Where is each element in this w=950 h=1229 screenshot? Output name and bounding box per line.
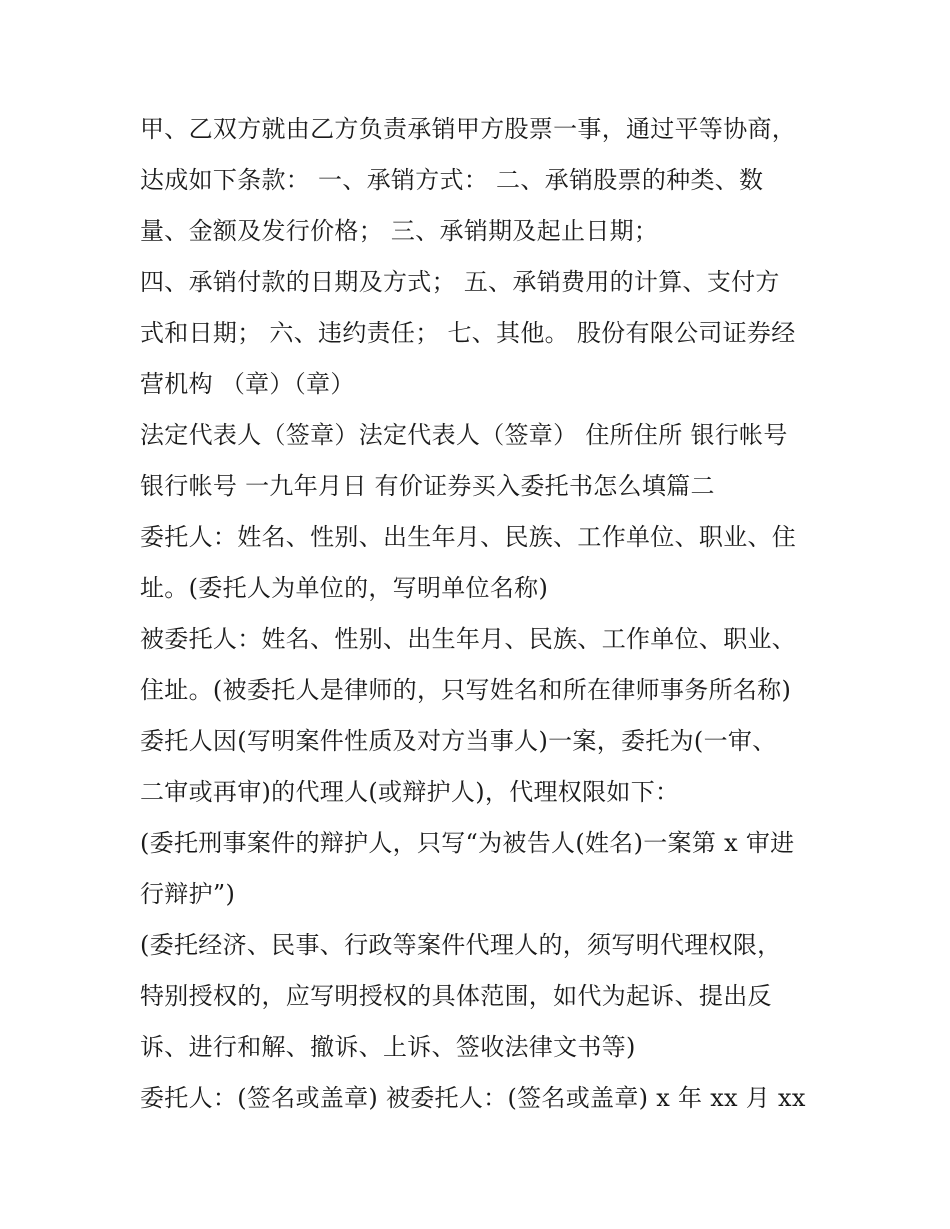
document-body xyxy=(140,104,820,1124)
text-line: 法定代表人（签章）法定代表人（签章） 住所住所 银行帐号 xyxy=(140,421,788,449)
text-line: 特别授权的，应写明授权的具体范围，如代为起诉、提出反 xyxy=(140,982,772,1010)
text-line: 委托人：姓名、性别、出生年月、民族、工作单位、职业、住 xyxy=(140,523,797,551)
text-line: 委托人因(写明案件性质及对方当事人)一案，委托为(一审、 xyxy=(140,727,777,755)
text-line: 址。(委托人为单位的，写明单位名称) xyxy=(140,574,549,602)
text-line: 银行帐号 一九年月日 有价证券买入委托书怎么填篇二 xyxy=(140,472,715,500)
text-line: (委托刑事案件的辩护人，只写“为被告人(姓名)一案第 x 审进 xyxy=(140,829,795,857)
text-line: 达成如下条款： 一、承销方式： 二、承销股票的种类、数 xyxy=(140,166,764,194)
text-line: 四、承销付款的日期及方式； 五、承销费用的计算、支付方 xyxy=(140,268,780,296)
text-line: 委托人：(签名或盖章) 被委托人：(签名或盖章) x 年 xx 月 xx xyxy=(140,1084,806,1112)
text-line: 二审或再审)的代理人(或辩护人)，代理权限如下： xyxy=(140,778,680,806)
text-line: 诉、进行和解、撤诉、上诉、签收法律文书等) xyxy=(140,1033,636,1061)
text-line: 甲、乙双方就由乙方负责承销甲方股票一事，通过平等协商， xyxy=(140,115,797,143)
text-line: (委托经济、民事、行政等案件代理人的，须写明代理权限， xyxy=(140,931,782,959)
text-line: 式和日期； 六、违约责任； 七、其他。 股份有限公司证券经 xyxy=(140,319,796,347)
text-line: 营机构 （章）（章） xyxy=(140,370,355,398)
text-line: 被委托人：姓名、性别、出生年月、民族、工作单位、职业、 xyxy=(140,625,797,653)
text-line: 行辩护”) xyxy=(140,880,236,908)
text-line: 住址。(被委托人是律师的，只写姓名和所在律师事务所名称) xyxy=(140,676,792,704)
text-line: 量、金额及发行价格； 三、承销期及起止日期； xyxy=(140,217,659,245)
